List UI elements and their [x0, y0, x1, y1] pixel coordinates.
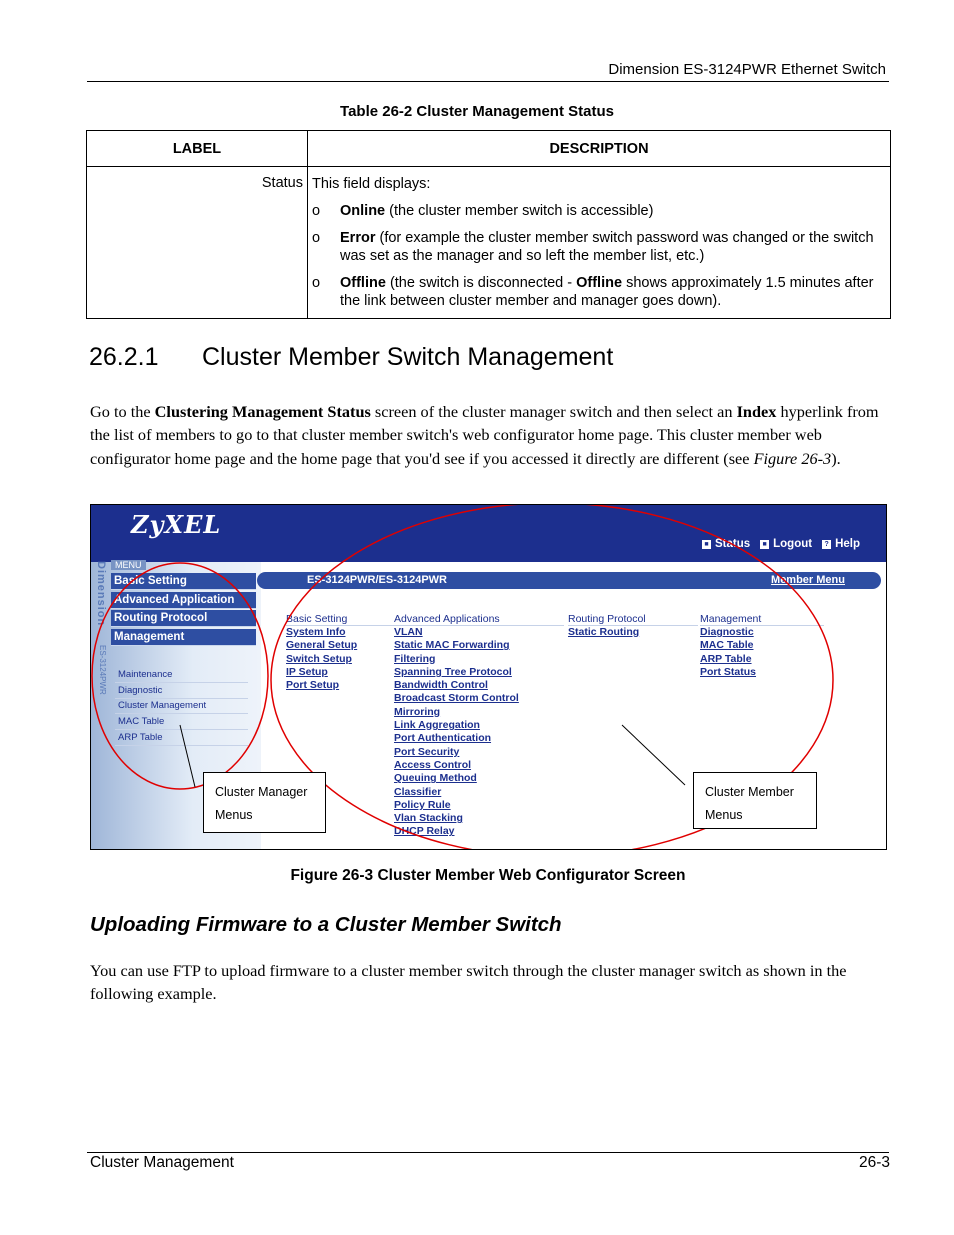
figure-caption: Figure 26-3 Cluster Member Web Configurator Screen [290, 867, 686, 884]
table-row [87, 167, 891, 319]
screenshot-figure [90, 504, 887, 850]
status-link-label: Status [714, 538, 751, 550]
intro-paragraph [90, 400, 880, 470]
menu-advanced-application[interactable]: Advanced Application [111, 592, 256, 609]
manager-menu-highlight [92, 563, 268, 789]
column-heading: Advanced Applications [394, 613, 564, 626]
logout-icon: ■ [760, 540, 769, 549]
bullet-marker: o [312, 230, 321, 246]
member-pointer-line [622, 725, 685, 785]
link-item[interactable]: Port Setup [286, 679, 340, 692]
table-caption: Table 26-2 Cluster Management Status [340, 103, 614, 120]
link-item[interactable]: Port Status [700, 665, 757, 678]
bullet-marker: o [312, 275, 321, 291]
link-item[interactable]: Mirroring [394, 705, 441, 718]
text-run: screen of the cluster manager switch and then select an [370, 402, 737, 421]
link-item[interactable]: General Setup [286, 639, 358, 652]
header-rule [87, 81, 889, 82]
link-item[interactable]: Static MAC Forwarding [394, 639, 510, 652]
menu-tab: MENU [111, 560, 146, 570]
link-item[interactable]: System Info [286, 626, 346, 638]
callout-line: Cluster Manager [215, 785, 308, 799]
ftp-paragraph: You can use FTP to upload firmware to a cluster member switch through the cluster manager switch as shown in the following example. [90, 961, 847, 1004]
submenu-mac-table[interactable]: MAC Table [115, 715, 248, 730]
text-run: ). [831, 448, 841, 468]
link-item[interactable]: Port Authentication [394, 732, 492, 745]
link-item[interactable]: Spanning Tree Protocol [394, 665, 512, 678]
device-name: ES-3124PWR/ES-3124PWR [307, 574, 447, 586]
footer-chapter: Cluster Management [90, 1154, 234, 1171]
link-item[interactable]: ARP Table [700, 652, 752, 665]
link-item[interactable]: Bandwidth Control [394, 679, 488, 692]
section-number: 26.2.1 [89, 343, 159, 371]
table-header-row [87, 131, 891, 167]
description-column-header: DESCRIPTION [308, 131, 891, 167]
submenu-maintenance[interactable]: Maintenance [115, 668, 248, 683]
bullet-text: (for example the cluster member switch password was changed or the switch was set as the manager and so left the member list, etc.) [340, 230, 874, 264]
callout-line: Cluster Member [705, 785, 794, 799]
link-item[interactable]: VLAN [394, 626, 423, 638]
menu-basic-setting[interactable]: Basic Setting [111, 573, 256, 590]
link-item[interactable]: Access Control [394, 758, 472, 771]
callout-line: Menus [705, 808, 743, 822]
figure-reference: Figure 26-3 [753, 448, 832, 468]
text-run: hyperlink from the list of members to go to that cluster member switch's web configurator home page. This cluster member web configurator home page and the home page that you'd see if you accessed it directly are different (see [90, 402, 879, 468]
submenu-arp-table[interactable]: ARP Table [115, 731, 248, 746]
link-item[interactable]: Broadcast Storm Control [394, 692, 519, 705]
link-item[interactable]: Diagnostic [700, 626, 754, 638]
link-item[interactable]: Filtering [394, 652, 436, 665]
link-item[interactable]: Policy Rule [394, 798, 451, 811]
callout-line: Menus [215, 808, 253, 822]
link-item[interactable]: MAC Table [700, 639, 754, 652]
bullet-marker: o [312, 203, 321, 219]
bullet-text: (the cluster member switch is accessible) [385, 203, 654, 219]
cluster-manager-callout [203, 772, 326, 833]
subsection-heading: Uploading Firmware to a Cluster Member Switch [90, 913, 562, 936]
bullet-error [312, 229, 886, 265]
member-menu-title: Member Menu [771, 574, 845, 586]
status-icon: ■ [702, 540, 711, 549]
section-title: Cluster Member Switch Management [202, 343, 614, 371]
column-heading: Basic Setting [286, 613, 416, 626]
zyxel-logo: ZyXEL [131, 510, 222, 539]
logout-link-label: Logout [773, 538, 813, 550]
footer-rule [87, 1152, 889, 1153]
help-icon: ? [822, 540, 831, 549]
link-item[interactable]: IP Setup [286, 665, 328, 678]
bullet-text: (the switch is disconnected - [385, 275, 577, 291]
bullet-text-2: shows approximately 1.5 minutes after the link between cluster member and manager goes down). [340, 275, 874, 309]
screen-name: Clustering Management Status [154, 402, 371, 421]
column-heading: Routing Protocol [568, 613, 698, 626]
link-item[interactable]: Port Security [394, 745, 460, 758]
label-column-header: LABEL [87, 131, 308, 167]
link-name: Index [736, 402, 777, 421]
status-table [86, 130, 891, 319]
bullet-term: Error [340, 230, 376, 246]
menu-routing-protocol[interactable]: Routing Protocol [111, 610, 256, 627]
submenu-cluster-management[interactable]: Cluster Management [115, 699, 248, 714]
column-heading: Management [700, 613, 824, 626]
bullet-term: Online [340, 203, 386, 219]
sidebar-brand: Dimension [95, 561, 107, 627]
description-intro: This field displays: [312, 176, 431, 192]
running-header-title: Dimension ES-3124PWR Ethernet Switch [608, 61, 886, 78]
link-item[interactable]: Classifier [394, 785, 442, 798]
footer-page-number: 26-3 [858, 1154, 890, 1171]
sidebar-model: ES-3124PWR [98, 645, 107, 695]
link-item[interactable]: Queuing Method [394, 772, 477, 785]
manager-pointer-line [180, 725, 195, 787]
link-item[interactable]: Link Aggregation [394, 719, 480, 732]
row-description [308, 167, 891, 319]
link-item[interactable]: Switch Setup [286, 652, 352, 665]
bullet-offline [312, 274, 886, 310]
link-item[interactable]: Static Routing [568, 626, 640, 638]
text-run: Go to the [90, 402, 155, 421]
bullet-online [312, 202, 886, 220]
link-item[interactable]: DHCP Relay [394, 825, 455, 838]
row-label: Status [87, 167, 308, 319]
bullet-term: Offline [340, 275, 386, 291]
link-item[interactable]: Vlan Stacking [394, 812, 463, 825]
cluster-member-callout [693, 772, 817, 829]
section-heading [89, 343, 613, 372]
submenu-diagnostic[interactable]: Diagnostic [115, 684, 248, 699]
bullet-term-2: Offline [576, 275, 623, 291]
help-link-label: Help [835, 538, 860, 550]
menu-management[interactable]: Management [111, 629, 256, 646]
